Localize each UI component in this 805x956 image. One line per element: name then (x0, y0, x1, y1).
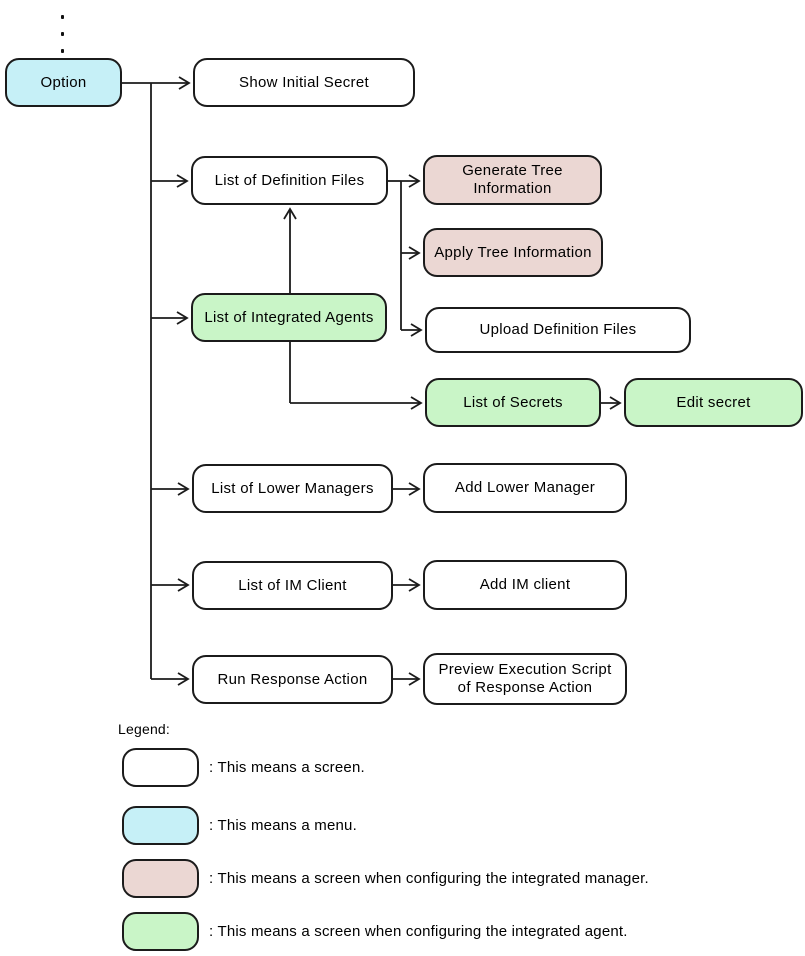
node-generate-tree-information: Generate Tree Information (423, 155, 602, 205)
node-edit-secret: Edit secret (624, 378, 803, 427)
node-list-of-definition-files: List of Definition Files (191, 156, 388, 205)
legend-text-screen: : This means a screen. (209, 759, 365, 776)
node-option: Option (5, 58, 122, 107)
node-list-of-lower-managers: List of Lower Managers (192, 464, 393, 513)
node-list-of-secrets: List of Secrets (425, 378, 601, 427)
node-run-response-action: Run Response Action (192, 655, 393, 704)
legend-swatch-agent-screen (122, 912, 199, 951)
legend-swatch-screen (122, 748, 199, 787)
legend-swatch-menu (122, 806, 199, 845)
node-show-initial-secret: Show Initial Secret (193, 58, 415, 107)
legend-text-agent-screen: : This means a screen when configuring the integrated agent. (209, 923, 628, 940)
node-add-lower-manager: Add Lower Manager (423, 463, 627, 513)
legend-text-menu: : This means a menu. (209, 817, 357, 834)
node-list-of-im-client: List of IM Client (192, 561, 393, 610)
node-upload-definition-files: Upload Definition Files (425, 307, 691, 353)
legend-swatch-manager-screen (122, 859, 199, 898)
node-preview-execution-script: Preview Execution Script of Response Action (423, 653, 627, 705)
node-add-im-client: Add IM client (423, 560, 627, 610)
node-list-of-integrated-agents: List of Integrated Agents (191, 293, 387, 342)
legend-title: Legend: (118, 721, 171, 737)
legend-text-manager-screen: : This means a screen when configuring the integrated manager. (209, 870, 649, 887)
node-apply-tree-information: Apply Tree Information (423, 228, 603, 277)
